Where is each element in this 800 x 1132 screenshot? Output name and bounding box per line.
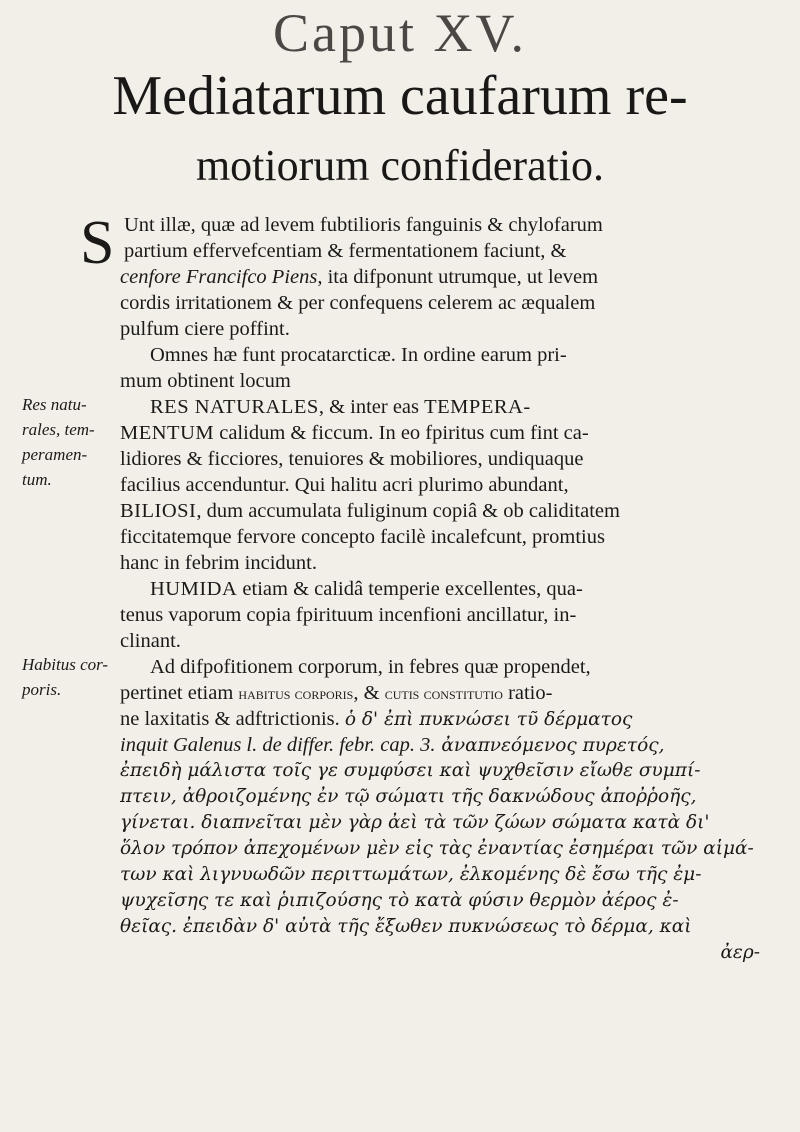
habitus-corporis-term: habitus corporis (238, 684, 354, 703)
greek-line-4: ὅλον τρόπον ἀπεχομένων μὲν εἰς τὰς ἐναντίας ἐσημέραι τῶν αἱμά- (120, 838, 754, 859)
text-line-3 (120, 264, 770, 290)
margin-note-habitus (22, 652, 114, 702)
margin-res-line-4: tum. (22, 470, 52, 489)
text-line-5: pulfum ciere poffint. (120, 318, 290, 340)
humida-term: HUMIDA (150, 578, 238, 600)
text-line-21-a: inquit (120, 734, 173, 756)
greek-line-7: θεῖας. ἐπειδὰν δ' αὐτὰ τῆς ἔξωθεν πυκνώσεως τὸ δέρμα, καὶ (120, 916, 692, 937)
text-line-19-a: pertinet etiam (120, 682, 239, 704)
text-line-17: clinant. (120, 630, 181, 652)
chapter-title-line-2: motiorum confideratio. (195, 141, 605, 190)
text-line-18: Ad difpofitionem corporum, in febres quæ propendet, (150, 656, 591, 678)
text-line-3-c: , ita difponunt utrumque, ut levem (317, 266, 599, 288)
text-line-14: hanc in febrim incidunt. (120, 552, 317, 574)
chapter-heading: Caput XV. (272, 3, 528, 63)
margin-habitus-line-1: Habitus cor- (22, 655, 109, 674)
drop-cap: S (80, 209, 115, 277)
temperamentum-heading-cont: MENTUM (120, 422, 215, 444)
res-naturales-heading: RES NATURALES (150, 396, 319, 418)
text-line-21-c: ἀναπνεόμενος πυρετός, (435, 735, 665, 756)
text-line-16: tenus vaporum copia fpirituum incenfioni ancillatur, in- (120, 604, 577, 626)
galen-citation: Galenus l. de differ. febr. cap. 3. (172, 734, 436, 756)
greek-line-1: ἐπειδὴ μάλιστα τοῖς γε συμφύσει καὶ ψυχθεῖσιν εἴωθε συμπί- (120, 760, 701, 781)
temperamentum-heading: TEMPERA- (424, 396, 531, 418)
margin-res-line-3: peramen- (22, 445, 88, 464)
text-line-15-b: etiam & calidâ temperie excellentes, qua- (237, 578, 583, 600)
catchword: ἀερ- (720, 942, 760, 963)
text-line-15 (150, 576, 800, 602)
text-line-8 (150, 394, 800, 420)
text-line-11: facilius accenduntur. Qui halitu acri plurimo abundant, (120, 474, 569, 496)
text-line-4: cordis irritationem & per confequens celerem ac æqualem (120, 292, 596, 314)
greek-line-5: των καὶ λιγνυωδῶν περιττωμάτων, ἐλκομένης δὲ ἔσω τῆς ἐμ- (120, 864, 702, 885)
cutis-constitutio-term: cutis constitutio (384, 684, 503, 703)
text-line-12 (120, 498, 770, 524)
margin-note-res (22, 392, 114, 492)
chapter-title-line-1: Mediatarum caufarum re- (112, 65, 688, 127)
text-line-21 (120, 732, 770, 759)
text-line-19-c: , & (353, 682, 385, 704)
text-line-3-a: cenfore (120, 266, 186, 288)
text-line-2: partium effervefcentiam & fermentationem faciunt, & (124, 240, 567, 262)
text-line-19 (120, 680, 770, 707)
text-line-13: ficcitatemque fervore concepto facilè incalefcunt, promtius (120, 526, 605, 548)
greek-line-3: γίνεται. διαπνεῖται μὲν γὰρ ἀεὶ τὰ τῶν ζώων σώματα κατὰ δι' (120, 812, 710, 833)
text-line-12-b: , dum accumulata fuliginum copiâ & ob caliditatem (196, 500, 620, 522)
text-line-8-b: , & inter eas (318, 396, 425, 418)
margin-res-line-1: Res natu- (22, 395, 87, 414)
author-name: Francifco Piens (185, 266, 318, 288)
text-line-9-b: calidum & ficcum. In eo fpiritus cum fint ca- (214, 422, 589, 444)
margin-habitus-line-2: poris. (22, 680, 62, 699)
text-line-19-e: ratio- (502, 682, 553, 704)
text-line-20-a: ne laxitatis & adftrictionis. (120, 708, 345, 730)
greek-line-6: ψυχεῖσης τε καὶ ῥιπιζούσης τὸ κατὰ φύσιν θερμὸν ἀέρος ἐ- (120, 890, 679, 911)
text-line-20 (120, 706, 770, 733)
margin-res-line-2: rales, tem- (22, 420, 95, 439)
text-line-9 (120, 420, 770, 446)
text-line-10: lidiores & ficciores, tenuiores & mobiliores, undiquaque (120, 448, 584, 470)
greek-line-2: πτειν, ἀθροιζομένης ἐν τῷ σώματι τῆς δακνώδους ἀποῤῥοῆς, (120, 786, 697, 807)
text-line-1: Unt illæ, quæ ad levem fubtilioris fanguinis & chylofarum (124, 214, 603, 236)
text-line-7: mum obtinent locum (120, 370, 291, 392)
biliosi-term: BILIOSI (120, 500, 197, 522)
text-line-6: Omnes hæ funt procatarcticæ. In ordine earum pri- (150, 344, 567, 366)
greek-quote-start: ὁ δ' ἐπὶ πυκνώσει τῦ δέρματος (344, 709, 633, 730)
